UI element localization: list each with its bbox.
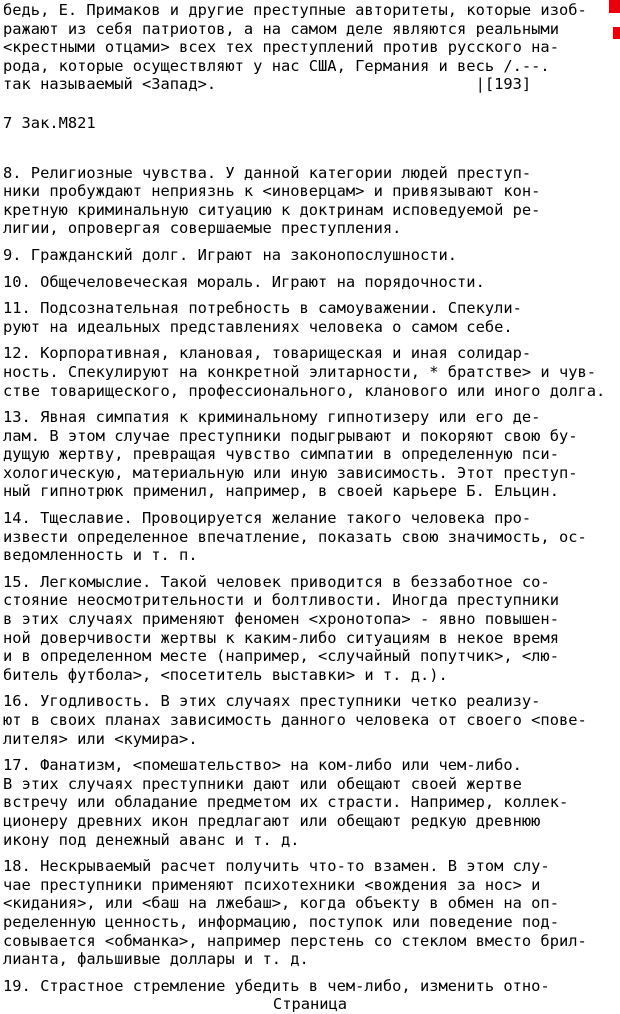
- text-line: <крестными отцами> всех тех преступлений против русского на-: [3, 38, 559, 57]
- text-line: 10. Общечеловеческая мораль. Играют на порядочности.: [3, 272, 485, 291]
- paragraph-p11: [3, 299, 620, 336]
- paragraph-p9: [3, 246, 620, 265]
- paragraph-p15: [3, 573, 620, 685]
- paragraph-p17: [3, 756, 620, 849]
- text-line: 15. Легкомыслие. Такой человек приводится в беззаботное со-: [3, 572, 550, 591]
- red-mark: [609, 0, 620, 13]
- text-line: лианта, фальшивые доллары и т. д.: [3, 950, 309, 969]
- paragraph-p18: [3, 857, 620, 969]
- paragraph-intro: [3, 1, 620, 94]
- text-line: чае преступники применяют психотехники <вождения за нос> и: [3, 875, 541, 894]
- text-line: 8. Религиозные чувства. У данной категории людей преступ-: [3, 163, 532, 182]
- text-line: руют на идеальных представлениях человека о самом себе.: [3, 317, 513, 336]
- text-line: лителя> или <кумира>.: [3, 729, 198, 748]
- text-line: <кидания>, или <баш на лжебаш>, когда объекту в обмен на оп-: [3, 894, 559, 913]
- page-footer: Страница: [272, 995, 348, 1014]
- paragraph-p12: [3, 344, 620, 400]
- text-line: ники пробуждают неприязнь к <иноверцам> и привязывают кон-: [3, 182, 541, 201]
- text-line: В этих случаях преступники дают или обещают своей жертве: [3, 774, 522, 793]
- text-line: ют в своих планах зависимость данного человека от своего <пове-: [3, 711, 587, 729]
- paragraph-zak: [3, 114, 620, 133]
- text-line: 11. Подсознательная потребность в самоуважении. Спекули-: [3, 299, 522, 318]
- text-line: ный гипнотрюк применил, например, в своей карьере Б. Ельцин.: [3, 482, 559, 501]
- text-line: стояние неосмотрительности и болтливости. Иногда преступники: [3, 591, 559, 610]
- text-line: извести определенное впечатление, показать свою значимость, ос-: [3, 527, 587, 546]
- paragraph-p10: [3, 273, 620, 292]
- text-line: ционеру древних икон предлагают или обещают редкую древнюю: [3, 811, 541, 830]
- text-line: 17. Фанатизм, <помешательство> на ком-либо или чем-либо.: [3, 756, 522, 775]
- text-line: рода, которые осуществляют у нас США, Германия и весь /.--.: [3, 56, 550, 75]
- text-line: бедь, Е. Примаков и другие преступные авторитеты, которые изоб-: [3, 1, 587, 19]
- text-line: 9. Гражданский долг. Играют на законопослушности.: [3, 245, 458, 264]
- text-line: кретную криминальную ситуацию к доктринам исповедуемой ре-: [3, 200, 541, 219]
- text-line: ведомленность и т. п.: [3, 546, 198, 565]
- text-line: так называемый <Запад>. |[193]: [3, 75, 532, 94]
- text-line: ределенную ценность, информацию, поступок или поведение под-: [3, 912, 559, 931]
- red-mark: [613, 27, 620, 39]
- text-line: битель футбола>, <посетитель выставки> и т. д.).: [3, 665, 448, 684]
- text-line: 18. Нескрываемый расчет получить что-то взамен. В этом слу-: [3, 857, 550, 876]
- text-line: 19. Страстное стремление убедить в чем-либо, изменить отно-: [3, 976, 550, 995]
- text-line: и в определенном месте (например, <случайный попутчик>, <лю-: [3, 647, 559, 666]
- text-line: 7 Зак.М821: [3, 113, 96, 132]
- text-line: дущую жертву, превращая чувство симпатии в определенную пси-: [3, 445, 559, 464]
- paragraph-p16: [3, 692, 620, 748]
- text-line: в этих случаях применяют феномен <хронотопа> - явно повышен-: [3, 610, 559, 629]
- paragraph-p13: [3, 408, 620, 501]
- text-line: 14. Тщеславие. Провоцируется желание такого человека про-: [3, 509, 532, 528]
- paragraph-p19: [3, 977, 620, 996]
- text-line: лам. В этом случае преступники подыгрывают и покоряют свою бу-: [3, 426, 578, 445]
- text-line: ной доверчивости жертвы к каким-либо ситуациям в некое время: [3, 628, 559, 647]
- paragraph-p8: [3, 164, 620, 238]
- text-line: стве товарищеского, профессионального, кланового или иного долга.: [3, 381, 606, 400]
- text-line: 16. Угодливость. В этих случаях преступники четко реализу-: [3, 692, 541, 711]
- text-line: икону под денежный аванс и т. д.: [3, 830, 300, 849]
- text-line: совывается <обманка>, например перстень со стеклом вместо брил-: [3, 931, 587, 950]
- paragraph-p14: [3, 509, 620, 565]
- text-line: 12. Корпоративная, клановая, товарищеская и иная солидар-: [3, 344, 532, 363]
- text-line: встречу или обладание предметом их страсти. Например, коллек-: [3, 793, 569, 812]
- text-line: 13. Явная симпатия к криминальному гипнотизеру или его де-: [3, 408, 541, 427]
- text-line: лигии, опровергая совершаемые преступления.: [3, 219, 402, 238]
- text-line: ражают из себя патриотов, а на самом деле являются реальными: [3, 19, 559, 38]
- text-line: ность. Спекулируют на конкретной элитарности, * братстве> и чув-: [3, 362, 597, 381]
- text-line: хологическую, материальную или иную зависимость. Этот преступ-: [3, 463, 578, 482]
